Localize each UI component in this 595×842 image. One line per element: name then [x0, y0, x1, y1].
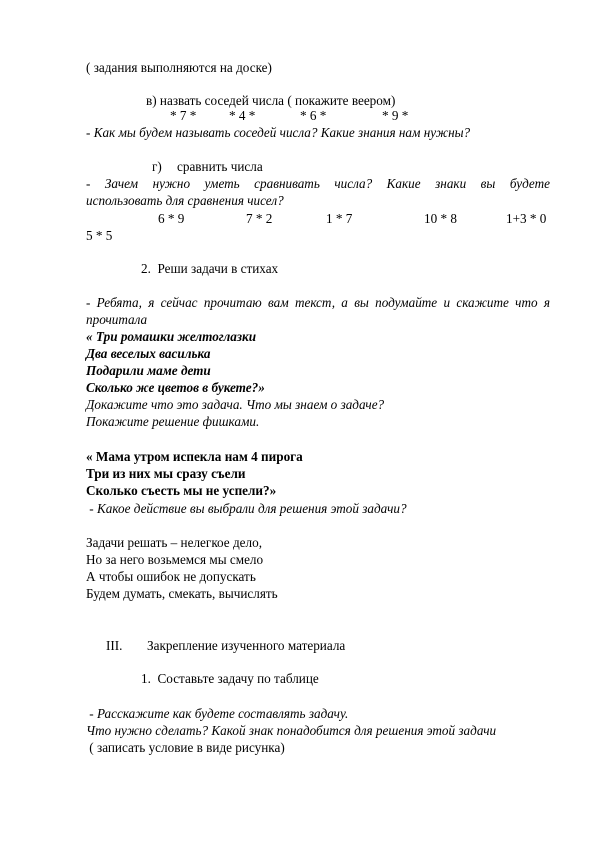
task-item-b: в) назвать соседей числа ( покажите веером) [146, 93, 396, 108]
poem-line: Задачи решать – нелегкое дело, [86, 535, 262, 550]
neighbor-expression: * 6 * [300, 108, 327, 123]
section-heading: Закрепление изученного материала [147, 638, 346, 653]
compare-expression: 1 * 7 [326, 211, 353, 226]
teacher-question: - Расскажите как будете составлять задачу. [86, 706, 349, 721]
poem-line: Сколько же цветов в букете?» [86, 380, 265, 395]
teacher-question: - Зачем нужно уметь сравнивать числа? Какие знаки вы будете [86, 176, 550, 191]
teacher-question: - Как мы будем называть соседей числа? Какие знания нам нужны? [86, 125, 471, 140]
compare-expression: 5 * 5 [86, 228, 113, 243]
poem-line: Подарили маме дети [86, 363, 211, 378]
task-item-g-label: г) [152, 159, 162, 174]
section-number: III. [106, 638, 123, 653]
poem-line: Два веселых василька [86, 346, 211, 361]
neighbor-expression: * 4 * [229, 108, 256, 123]
poem-line: А чтобы ошибок не допускать [86, 569, 256, 584]
teacher-speech: прочитала [86, 312, 148, 327]
teacher-question: использовать для сравнения чисел? [86, 193, 284, 208]
poem-line: Сколько съесть мы не успели?» [86, 483, 277, 498]
teacher-speech: - Ребята, я сейчас прочитаю вам текст, а вы подумайте и скажите что я [86, 295, 550, 310]
compare-expression: 6 * 9 [158, 211, 185, 226]
teacher-question: Покажите решение фишками. [86, 414, 260, 429]
poem-line: Будем думать, смекать, вычислять [86, 586, 278, 601]
compare-expression: 10 * 8 [424, 211, 457, 226]
section-heading: 2. Реши задачи в стихах [141, 261, 279, 276]
compare-expression: 1+3 * 0 [506, 211, 547, 226]
teacher-question: - Какое действие вы выбрали для решения этой задачи? [86, 501, 407, 516]
poem-line: Три из них мы сразу съели [86, 466, 246, 481]
neighbor-expression: * 9 * [382, 108, 409, 123]
teacher-question: Что нужно сделать? Какой знак понадобится для решения этой задачи [86, 723, 497, 738]
poem-line: Но за него возьмемся мы смело [86, 552, 264, 567]
teacher-question: Докажите что это задача. Что мы знаем о задаче? [86, 397, 385, 412]
neighbor-expression: * 7 * [170, 108, 197, 123]
task-item-g-text: сравнить числа [177, 159, 263, 174]
poem-line: « Три ромашки желтоглазки [86, 329, 257, 344]
poem-line: « Мама утром испекла нам 4 пирога [86, 449, 303, 464]
text-line: ( задания выполняются на доске) [86, 60, 272, 75]
task-heading: 1. Составьте задачу по таблице [141, 671, 319, 686]
text-line: ( записать условие в виде рисунка) [86, 740, 285, 755]
compare-expression: 7 * 2 [246, 211, 273, 226]
